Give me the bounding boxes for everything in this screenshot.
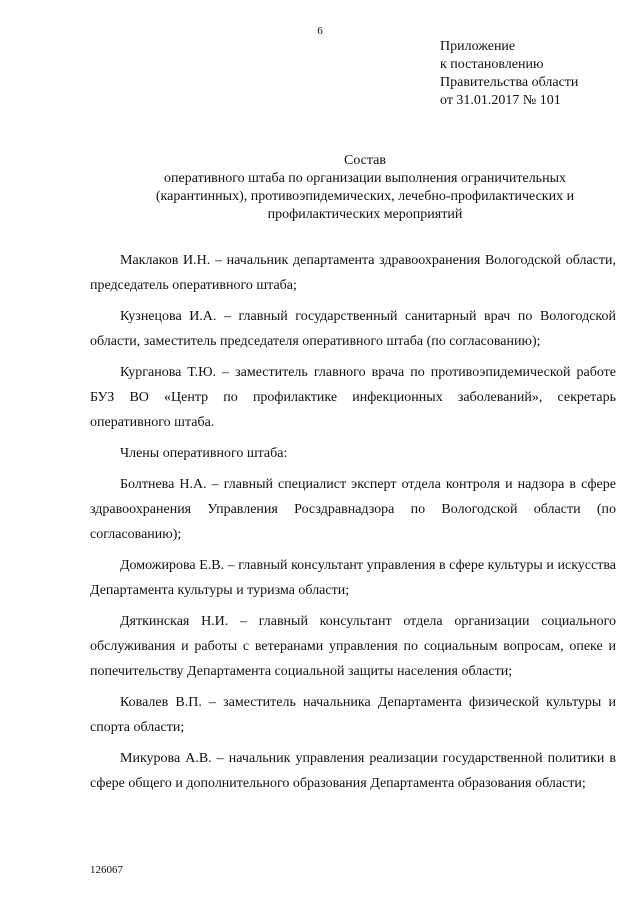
appendix-line: Правительства области [440,75,579,90]
paragraph-member: Болтнева Н.А. – главный специалист эксперт отдела контроля и надзора в сфере здравоохранения Управления Росздравнадзора по Вологодской области (по согласованию); [90,477,616,542]
document-code: 126067 [90,864,123,876]
appendix-line: Приложение [440,39,516,54]
paragraph-member: Ковалев В.П. – заместитель начальника Департамента физической культуры и спорта области; [90,695,616,735]
paragraph-member: Микурова А.В. – начальник управления реализации государственной политики в сфере общего и дополнительного образования Департамента образования области; [90,751,616,791]
appendix-line: к постановлению [440,57,544,72]
paragraph-members-heading: Члены оперативного штаба: [120,446,288,461]
title-line: (карантинных), противоэпидемических, лечебно-профилактических и [155,189,575,204]
document-body [90,248,616,802]
title-line: профилактических мероприятий [267,207,463,222]
paragraph-member: Доможирова Е.В. – главный консультант управления в сфере культуры и искусства Департамента культуры и туризма области; [90,558,616,598]
paragraph-member: Дяткинская Н.И. – главный консультант отдела организации социального обслуживания и работы с ветеранами управления по социальным вопросам, опеке и попечительству Департамента социальной защиты населения области; [90,614,616,679]
paragraph-secretary: Курганова Т.Ю. – заместитель главного врача по противоэпидемической работе БУЗ ВО «Центр по профилактике инфекционных заболеваний», секретарь оперативного штаба. [90,365,616,430]
appendix-header [440,38,630,110]
title-heading: Состав [343,153,386,168]
title-line: оперативного штаба по организации выполнения ограничительных [164,171,566,186]
paragraph-deputy-chairman: Кузнецова И.А. – главный государственный санитарный врач по Вологодской области, заместитель председателя оперативного штаба (по согласованию); [90,309,616,349]
paragraph-chairman: Маклаков И.Н. – начальник департамента здравоохранения Вологодской области, председатель оперативного штаба; [90,253,616,293]
appendix-line: от 31.01.2017 № 101 [440,93,561,108]
document-title [110,152,620,224]
page-number: 6 [317,25,323,37]
